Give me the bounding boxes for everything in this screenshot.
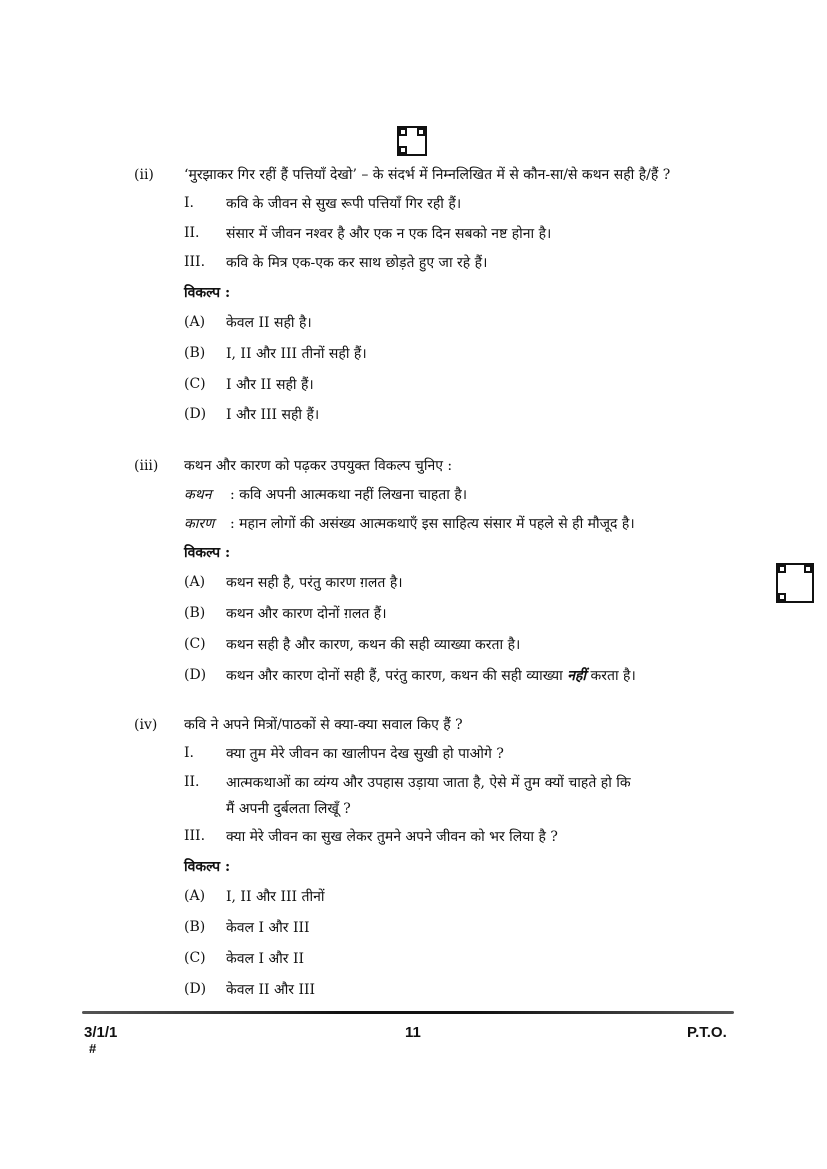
statement-number: I.: [184, 745, 194, 761]
option-label: (C): [184, 950, 206, 966]
option-text: [226, 666, 636, 685]
statement-number: III.: [184, 828, 206, 844]
options-heading: विकल्प :: [184, 859, 231, 875]
option-label: (A): [184, 888, 206, 904]
option-text: कथन और कारण दोनों ग़लत हैं।: [226, 606, 387, 622]
option-text-part: कथन और कारण दोनों सही हैं, परंतु कारण, कथन की सही व्याख्या: [226, 668, 568, 684]
option-text: I, II और III तीनों: [226, 889, 325, 905]
option-label: (B): [184, 605, 206, 621]
option-text-part: करता है।: [586, 668, 636, 684]
option-text: कथन सही है, परंतु कारण ग़लत है।: [226, 575, 403, 591]
options-heading: विकल्प :: [184, 285, 231, 301]
option-text: कथन सही है और कारण, कथन की सही व्याख्या करता है।: [226, 637, 521, 653]
statement-text: क्या मेरे जीवन का सुख लेकर तुमने अपने जीवन को भर लिया है ?: [226, 829, 558, 845]
qr-code-side: [776, 563, 814, 603]
statement-text: आत्मकथाओं का व्यंग्य और उपहास उड़ाया जाता है, ऐसे में तुम क्यों चाहते हो कि: [226, 775, 631, 791]
question-number: (iii): [134, 458, 159, 474]
question-text: कवि ने अपने मित्रों/पाठकों से क्या-क्या सवाल किए हैं ?: [184, 717, 463, 733]
statement-number: II.: [184, 774, 200, 790]
footer-rule: [82, 1011, 734, 1014]
assertion-label: कथन: [184, 487, 212, 503]
option-label: (C): [184, 376, 206, 392]
option-text: केवल I और III: [226, 920, 310, 936]
option-label: (A): [184, 314, 206, 330]
pto-label: P.T.O.: [687, 1024, 727, 1041]
statement-text: क्या तुम मेरे जीवन का खालीपन देख सुखी हो पाओगे ?: [226, 746, 504, 762]
assertion-text: : कवि अपनी आत्मकथा नहीं लिखना चाहता है।: [230, 487, 468, 503]
question-number: (ii): [134, 167, 154, 183]
hash-mark: #: [89, 1041, 97, 1056]
statement-number: III.: [184, 254, 206, 270]
option-text: केवल II सही है।: [226, 315, 312, 331]
option-text: I और II सही हैं।: [226, 377, 314, 393]
qr-code-top: [397, 126, 427, 156]
question-text: कथन और कारण को पढ़कर उपयुक्त विकल्प चुनिए :: [184, 458, 453, 474]
options-heading: विकल्प :: [184, 545, 231, 561]
option-text: I, II और III तीनों सही हैं।: [226, 346, 367, 362]
option-text: केवल I और II: [226, 951, 305, 967]
statement-text: संसार में जीवन नश्वर है और एक न एक दिन सबको नष्ट होना है।: [226, 226, 552, 242]
question-number: (iv): [134, 717, 158, 733]
option-label: (B): [184, 919, 206, 935]
reason-label: कारण: [184, 516, 215, 532]
question-text: ‘मुरझाकर गिर रहीं हैं पत्तियाँ देखो’ – के संदर्भ में निम्नलिखित में से कौन-सा/से कथन सही है/हैं ?: [184, 167, 671, 183]
statement-number: II.: [184, 225, 200, 241]
option-label: (D): [184, 667, 207, 683]
emphasis-text: नहीं: [567, 668, 587, 684]
paper-code: 3/1/1: [84, 1024, 118, 1041]
page-number: 11: [405, 1024, 421, 1041]
option-label: (D): [184, 981, 207, 997]
option-label: (C): [184, 636, 206, 652]
option-label: (A): [184, 574, 206, 590]
option-text: I और III सही हैं।: [226, 407, 320, 423]
option-label: (B): [184, 345, 206, 361]
reason-text: : महान लोगों की असंख्य आत्मकथाएँ इस साहित्य संसार में पहले से ही मौजूद है।: [230, 516, 635, 532]
statement-text: कवि के जीवन से सुख रूपी पत्तियाँ गिर रही हैं।: [226, 196, 462, 212]
option-text: केवल II और III: [226, 982, 316, 998]
statement-text: कवि के मित्र एक-एक कर साथ छोड़ते हुए जा रहे हैं।: [226, 255, 488, 271]
option-label: (D): [184, 406, 207, 422]
statement-text-continued: मैं अपनी दुर्बलता लिखूँ ?: [226, 801, 351, 817]
statement-number: I.: [184, 195, 194, 211]
